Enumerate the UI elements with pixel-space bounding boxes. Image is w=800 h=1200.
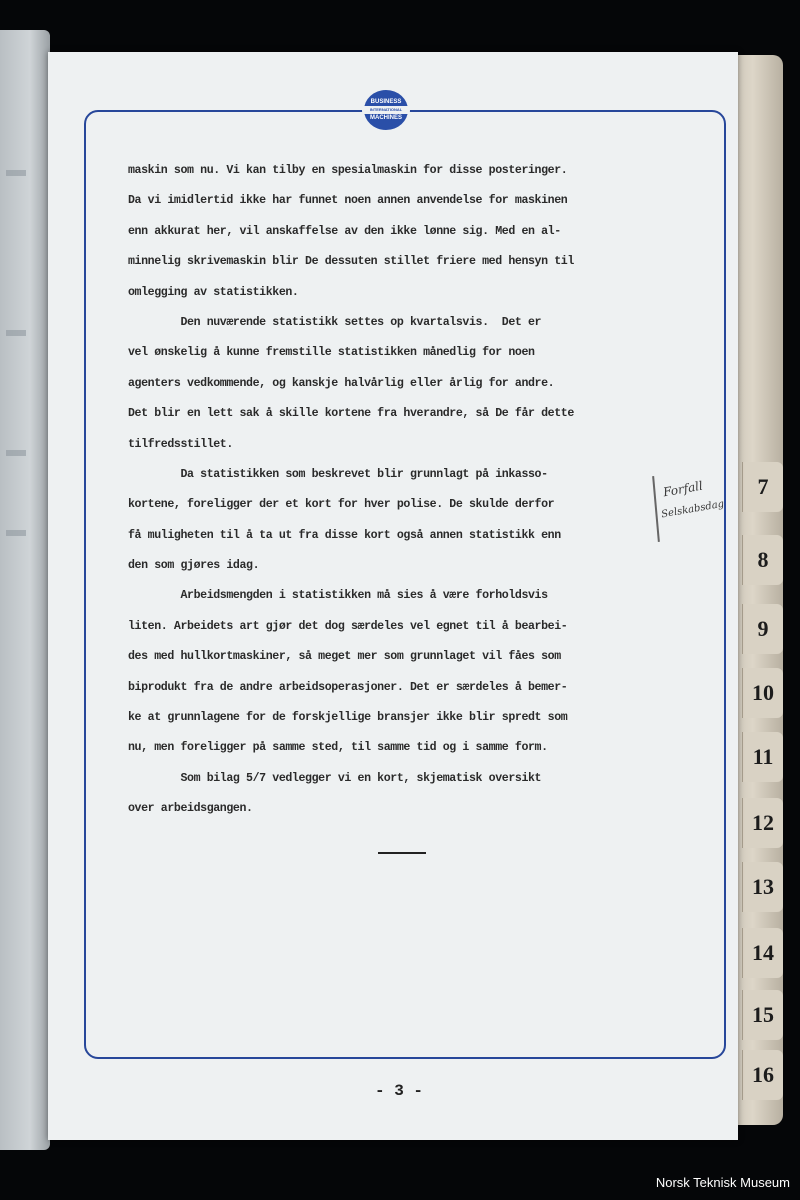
text-line: ke at grunnlagene for de forskjellige bransjer ikke blir spredt som [128,711,568,725]
index-tab[interactable]: 8 [742,535,783,585]
left-page-mark [6,450,26,456]
text-line: liten. Arbeidets art gjør det dog særdeles vel egnet til å bearbei- [128,619,568,633]
handwritten-annotation [655,476,735,546]
museum-watermark: Norsk Teknisk Museum [655,1175,790,1190]
closing-rule [378,852,426,854]
index-tab[interactable]: 9 [742,604,783,654]
text-line: kortene, foreligger der et kort for hver polise. De skulde derfor [128,498,555,512]
index-tab[interactable]: 14 [742,928,783,978]
left-page-mark [6,330,26,336]
text-line: Arbeidsmengden i statistikken må sies å være forholdsvis [128,589,548,603]
text-line: Den nuværende statistikk settes op kvartalsvis. Det er [128,315,542,329]
left-page-mark [6,170,26,176]
text-line: Da vi imidlertid ikke har funnet noen annen anvendelse for maskinen [128,194,568,208]
ibm-logo [362,88,410,132]
text-line: over arbeidsgangen. [128,802,253,816]
text-line: Da statistikken som beskrevet blir grunnlagt på inkasso- [128,467,548,481]
text-line: des med hullkortmaskiner, så meget mer som grunnlaget vil fåes som [128,650,561,664]
logo-text-middle: INTERNATIONAL [364,106,408,114]
text-line: tilfredsstillet. [128,437,233,451]
page-number: - 3 - [375,1082,424,1100]
index-tab[interactable]: 12 [742,798,783,848]
index-tab[interactable]: 10 [742,668,783,718]
index-tab[interactable]: 11 [742,732,783,782]
left-page-mark [6,530,26,536]
body-text [128,156,648,825]
logo-text-top: BUSINESS [370,99,402,105]
text-line: maskin som nu. Vi kan tilby en spesialmaskin for disse posteringer. [128,164,568,177]
index-tab[interactable]: 7 [742,462,783,512]
index-tab[interactable]: 16 [742,1050,783,1100]
text-line: biprodukt fra de andre arbeidsoperasjoner. Det er særdeles å bemer- [128,680,568,694]
text-line: agenters vedkommende, og kanskje halvårlig eller årlig for andre. [128,376,555,390]
text-line: nu, men foreligger på samme sted, til samme tid og i samme form. [128,741,548,755]
index-tab[interactable]: 15 [742,990,783,1040]
text-line: Det blir en lett sak å skille kortene fra hverandre, så De får dette [128,407,574,421]
text-line: enn akkurat her, vil anskaffelse av den ikke lønne sig. Med en al- [128,224,561,238]
text-line: omlegging av statistikken. [128,285,299,299]
annotation-line: Forfall [662,478,704,500]
index-tab[interactable]: 13 [742,862,783,912]
logo-text-bottom: MACHINES [369,115,402,121]
text-line: den som gjøres idag. [128,559,260,573]
text-line: minnelig skrivemaskin blir De dessuten stillet friere med hensyn til [128,255,574,269]
text-line: få muligheten til å ta ut fra disse kort også annen statistikk enn [128,528,561,542]
left-page-edge [0,30,50,1150]
text-line: vel ønskelig å kunne fremstille statistikken månedlig for noen [128,346,535,360]
text-line: Som bilag 5/7 vedlegger vi en kort, skjematisk oversikt [128,771,542,785]
annotation-line: Selskabsdag [660,498,725,521]
